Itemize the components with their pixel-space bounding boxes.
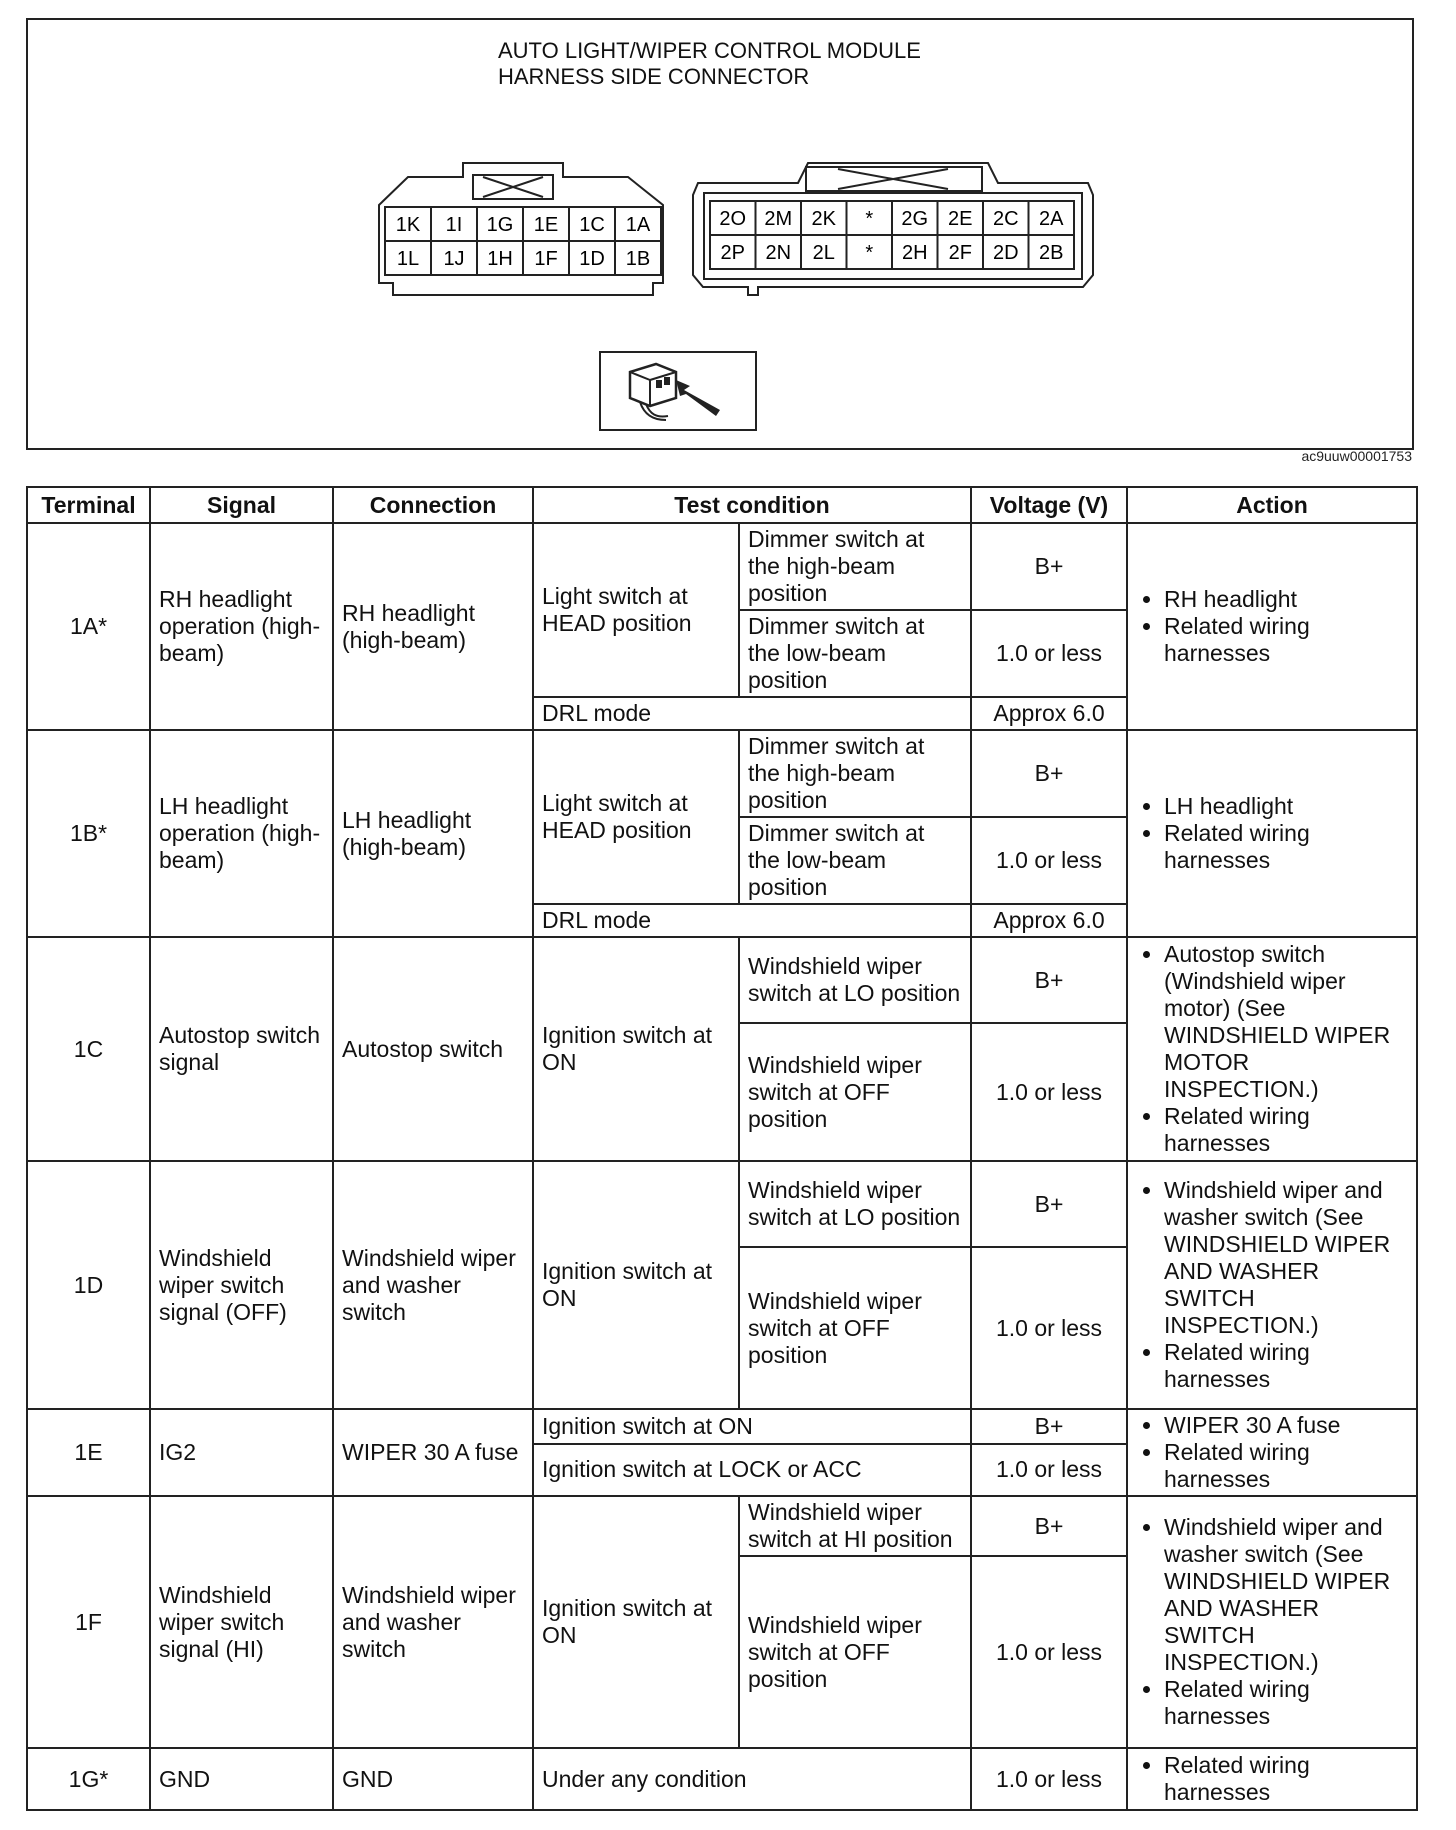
connector-pin-label: 1D — [579, 248, 605, 270]
terminal-cell: 1A* — [27, 523, 150, 730]
action-item: • Related wiring harnesses — [1164, 820, 1408, 874]
condition-cell: DRL mode — [533, 697, 971, 730]
table-row — [27, 937, 1417, 1023]
action-cell — [1127, 937, 1417, 1161]
voltage-cell: B+ — [971, 1161, 1127, 1247]
signal-cell: Windshield wiper switch signal (HI) — [150, 1496, 333, 1748]
action-list — [1136, 1177, 1408, 1393]
terminal-cell: 1F — [27, 1496, 150, 1748]
action-list — [1136, 1752, 1408, 1806]
signal-cell: LH headlight operation (high-beam) — [150, 730, 333, 937]
header-test-condition: Test condition — [533, 487, 971, 523]
table-row — [27, 1409, 1417, 1444]
connector-diagram — [26, 18, 1414, 450]
sub-condition-cell: Windshield wiper switch at LO position — [739, 937, 971, 1023]
condition-cell: Ignition switch at ON — [533, 1496, 739, 1748]
connector-view-direction-icon — [598, 350, 758, 432]
sub-condition-cell: Windshield wiper switch at OFF position — [739, 1556, 971, 1748]
connector-pin-label: 2M — [764, 208, 793, 230]
connector-pin-label: 1J — [443, 248, 465, 270]
voltage-cell: B+ — [971, 730, 1127, 817]
sub-condition-cell: Windshield wiper switch at HI position — [739, 1496, 971, 1556]
connector-pin-label: 2A — [1039, 208, 1064, 230]
terminal-cell: 1E — [27, 1409, 150, 1496]
connector-pin-label: 2N — [765, 242, 792, 264]
voltage-cell: B+ — [971, 523, 1127, 610]
connection-cell: Windshield wiper and washer switch — [333, 1161, 533, 1409]
connector-pin-label: 1C — [579, 214, 605, 236]
action-item: • Related wiring harnesses — [1164, 1339, 1408, 1393]
connector-pin-label: 1F — [534, 248, 558, 270]
signal-cell: IG2 — [150, 1409, 333, 1496]
voltage-cell: B+ — [971, 1409, 1127, 1444]
action-list — [1136, 1514, 1408, 1730]
connection-cell: RH headlight (high-beam) — [333, 523, 533, 730]
table-row — [27, 1748, 1417, 1810]
voltage-cell: 1.0 or less — [971, 1444, 1127, 1496]
action-item: • Windshield wiper and washer switch (See WINDSHIELD WIPER AND WASHER SWITCH INSPECTION.) — [1164, 1514, 1408, 1676]
connector-pin-label: 2P — [720, 242, 745, 264]
condition-cell: Under any condition — [533, 1748, 971, 1810]
table-row — [27, 523, 1417, 610]
condition-cell: Ignition switch at ON — [533, 1161, 739, 1409]
condition-cell: Ignition switch at LOCK or ACC — [533, 1444, 971, 1496]
action-item: • WIPER 30 A fuse — [1164, 1412, 1408, 1439]
sub-condition-cell: Windshield wiper switch at OFF position — [739, 1247, 971, 1409]
action-list — [1136, 793, 1408, 874]
connector-pin-label: 2D — [992, 242, 1019, 264]
header-signal: Signal — [150, 487, 333, 523]
voltage-cell: 1.0 or less — [971, 817, 1127, 904]
action-item: • Related wiring harnesses — [1164, 1439, 1408, 1493]
condition-cell: Light switch at HEAD position — [533, 523, 739, 697]
action-item: • Related wiring harnesses — [1164, 1103, 1408, 1157]
connector-pin-label: 2K — [811, 208, 836, 230]
action-item: • Related wiring harnesses — [1164, 1676, 1408, 1730]
sub-condition-cell: Windshield wiper switch at OFF position — [739, 1023, 971, 1161]
action-cell — [1127, 1161, 1417, 1409]
action-item: • LH headlight — [1164, 793, 1408, 820]
terminal-cell: 1B* — [27, 730, 150, 937]
header-terminal: Terminal — [27, 487, 150, 523]
connector-pin-label: 2B — [1039, 242, 1064, 264]
voltage-cell: 1.0 or less — [971, 1247, 1127, 1409]
voltage-cell: 1.0 or less — [971, 1023, 1127, 1161]
sub-condition-cell: Dimmer switch at the high-beam position — [739, 730, 971, 817]
action-item: • Related wiring harnesses — [1164, 1752, 1408, 1806]
table-header-row — [27, 487, 1417, 523]
connector-pin-label: 2O — [719, 208, 747, 230]
connector-pin-label: 2L — [812, 242, 835, 264]
condition-cell: Ignition switch at ON — [533, 937, 739, 1161]
action-cell — [1127, 1496, 1417, 1748]
connector-pin-label: * — [865, 242, 874, 264]
connector-pin-label: 1L — [396, 248, 420, 270]
connection-cell: LH headlight (high-beam) — [333, 730, 533, 937]
signal-cell: GND — [150, 1748, 333, 1810]
diagram-title-line1: AUTO LIGHT/WIPER CONTROL MODULE — [498, 38, 921, 63]
action-item: • RH headlight — [1164, 586, 1408, 613]
action-list — [1136, 1412, 1408, 1493]
connector-pin-label: 2E — [948, 208, 973, 230]
action-cell — [1127, 523, 1417, 730]
action-cell — [1127, 1409, 1417, 1496]
voltage-cell: B+ — [971, 937, 1127, 1023]
action-cell — [1127, 1748, 1417, 1810]
header-voltage: Voltage (V) — [971, 487, 1127, 523]
action-item: • Windshield wiper and washer switch (See WINDSHIELD WIPER AND WASHER SWITCH INSPECTION.) — [1164, 1177, 1408, 1339]
signal-cell: RH headlight operation (high-beam) — [150, 523, 333, 730]
voltage-cell: B+ — [971, 1496, 1127, 1556]
terminal-inspection-table — [26, 486, 1418, 1811]
header-action: Action — [1127, 487, 1417, 523]
connector-pin-label: 1H — [487, 248, 513, 270]
condition-cell: Ignition switch at ON — [533, 1409, 971, 1444]
action-list — [1136, 586, 1408, 667]
sub-condition-cell: Windshield wiper switch at LO position — [739, 1161, 971, 1247]
signal-cell: Windshield wiper switch signal (OFF) — [150, 1161, 333, 1409]
connector-pin-label: 2F — [948, 242, 972, 264]
connector-pin-label: 2C — [992, 208, 1019, 230]
table-row — [27, 1496, 1417, 1556]
voltage-cell: Approx 6.0 — [971, 904, 1127, 937]
connector-2-drawing — [688, 155, 1098, 315]
terminal-cell: 1G* — [27, 1748, 150, 1810]
voltage-cell: 1.0 or less — [971, 1748, 1127, 1810]
action-item: • Related wiring harnesses — [1164, 613, 1408, 667]
connector-pin-label: 2G — [901, 208, 929, 230]
condition-cell: DRL mode — [533, 904, 971, 937]
voltage-cell: 1.0 or less — [971, 1556, 1127, 1748]
connector-pin-label: * — [865, 208, 874, 230]
connector-pin-label: 1I — [445, 214, 463, 236]
header-connection: Connection — [333, 487, 533, 523]
connector-pin-label: 1K — [395, 214, 421, 236]
connection-cell: Autostop switch — [333, 937, 533, 1161]
connector-pin-label: 1A — [625, 214, 651, 236]
table-row — [27, 1161, 1417, 1247]
action-item: • Autostop switch (Windshield wiper motor) (See WINDSHIELD WIPER MOTOR INSPECTION.) — [1164, 941, 1408, 1103]
connector-pin-label: 1E — [533, 214, 559, 236]
connection-cell: Windshield wiper and washer switch — [333, 1496, 533, 1748]
table-row — [27, 730, 1417, 817]
terminal-cell: 1D — [27, 1161, 150, 1409]
figure-reference-code: ac9uuw00001753 — [1301, 448, 1412, 464]
voltage-cell: Approx 6.0 — [971, 697, 1127, 730]
connector-pin-label: 1G — [486, 214, 514, 236]
connection-cell: GND — [333, 1748, 533, 1810]
terminal-cell: 1C — [27, 937, 150, 1161]
sub-condition-cell: Dimmer switch at the low-beam position — [739, 817, 971, 904]
connector-pin-label: 2H — [901, 242, 928, 264]
sub-condition-cell: Dimmer switch at the low-beam position — [739, 610, 971, 697]
connection-cell: WIPER 30 A fuse — [333, 1409, 533, 1496]
connector-pin-label: 1B — [625, 248, 651, 270]
condition-cell: Light switch at HEAD position — [533, 730, 739, 904]
action-list — [1136, 941, 1408, 1157]
diagram-title-line2: HARNESS SIDE CONNECTOR — [498, 64, 810, 89]
connector-1-drawing — [373, 155, 673, 305]
action-cell — [1127, 730, 1417, 937]
voltage-cell: 1.0 or less — [971, 610, 1127, 697]
diagram-title — [498, 38, 921, 90]
signal-cell: Autostop switch signal — [150, 937, 333, 1161]
sub-condition-cell: Dimmer switch at the high-beam position — [739, 523, 971, 610]
